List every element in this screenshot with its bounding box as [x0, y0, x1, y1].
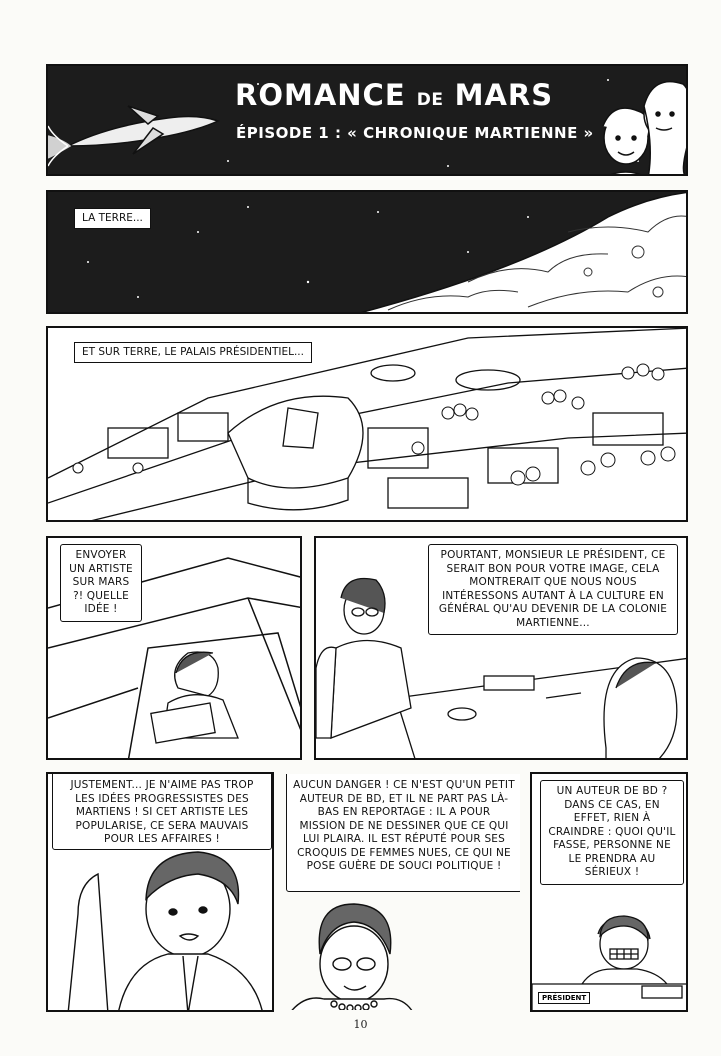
panel-office	[46, 536, 302, 760]
rocket-icon	[48, 106, 218, 166]
panel-president-2	[530, 772, 688, 1012]
speech-bubble-president-2: UN AUTEUR DE BD ? DANS CE CAS, EN EFFET, RIEN À CRAINDRE : QUOI QU'IL FASSE, PERSONNE NE LE PRENDRA AU SÉRIEUX !	[540, 780, 684, 885]
panel-advisor-2	[282, 772, 522, 1012]
title-word-1: ROMANCE	[235, 78, 406, 112]
panel-president-1	[46, 772, 274, 1012]
panel-advisor	[314, 536, 688, 760]
caption-palace: ET SUR TERRE, LE PALAIS PRÉSIDENTIEL...	[74, 342, 312, 363]
title-word-3: MARS	[454, 78, 554, 112]
speech-bubble-office: ENVOYER UN ARTISTE SUR MARS ?! QUELLE IDÉE !	[60, 544, 142, 622]
heroes-portrait	[603, 82, 688, 176]
caption-earth: LA TERRE...	[74, 208, 151, 229]
speech-bubble-advisor: POURTANT, MONSIEUR LE PRÉSIDENT, CE SERAIT BON POUR VOTRE IMAGE, CELA MONTRERAIT QUE NOUS NOUS INTÉRESSONS AUTANT À LA CULTURE EN GÉNÉRAL QU'AU DEVENIR DE LA COLONIE MARTIENNE...	[428, 544, 678, 635]
speech-bubble-advisor-2: AUCUN DANGER ! CE N'EST QU'UN PETIT AUTEUR DE BD, ET IL NE PART PAS LÀ-BAS EN REPORTAGE : IL A POUR MISSION DE NE DESSINER QUE CE QUI LUI PLAIRA. IL EST RÉPUTÉ POUR SES CROQUIS DE FEMMES NUES, CE QUI NE POSE GUÈRE DE SOUCI POLITIQUE !	[286, 772, 522, 892]
speech-bubble-president-1: JUSTEMENT... JE N'AIME PAS TROP LES IDÉES PROGRESSISTES DES MARTIENS ! SI CET ARTISTE LES POPULARISE, CE SERA MAUVAIS POUR LES AFFAIRES !	[52, 772, 272, 850]
panel-palace	[46, 326, 688, 522]
episode-subtitle: ÉPISODE 1 : « CHRONIQUE MARTIENNE »	[236, 124, 594, 142]
president-desk-sign: PRÉSIDENT	[538, 992, 590, 1004]
title-word-2: DE	[416, 90, 444, 110]
comic-title	[235, 78, 585, 112]
title-banner	[46, 64, 688, 176]
page-number: 10	[353, 1018, 368, 1031]
panel-earth	[46, 190, 688, 314]
